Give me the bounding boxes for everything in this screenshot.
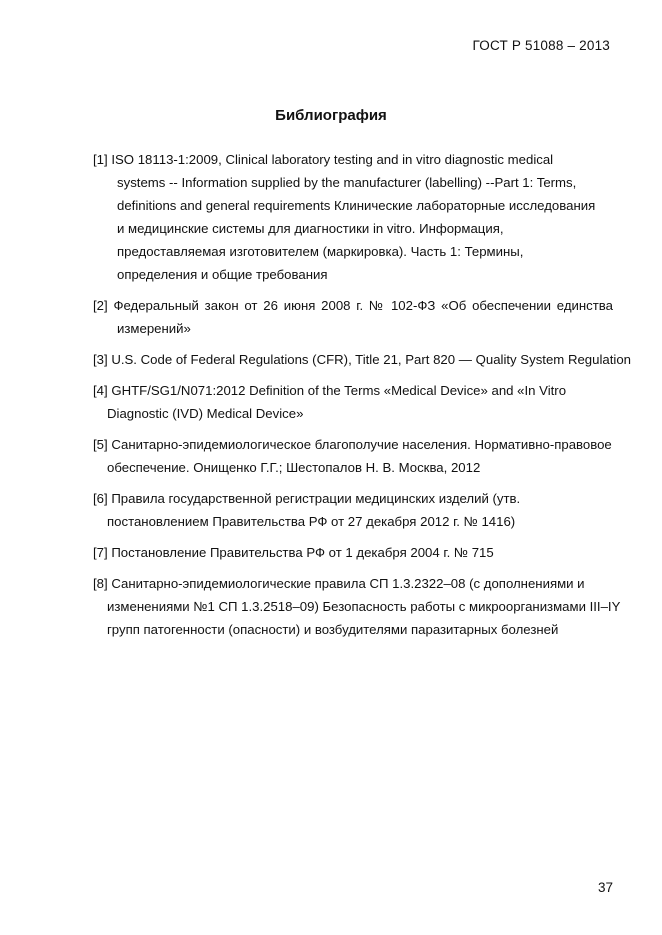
bibliography-entry-2 — [93, 294, 613, 340]
entry-line: изменениями №1 СП 1.3.2518–09) Безопасность работы с микроорганизмами III–IY — [107, 599, 621, 614]
bibliography-entry-5 — [93, 433, 613, 479]
entry-line: [3] U.S. Code of Federal Regulations (CFR), Title 21, Part 820 — Quality System Regulation — [93, 352, 631, 367]
entry-line: [1] ISO 18113-1:2009, Clinical laboratory testing and in vitro diagnostic medical — [93, 152, 554, 167]
bibliography-entry-6 — [93, 487, 613, 533]
entry-line: [4] GHTF/SG1/N071:2012 Definition of the Terms «Medical Device» and «In Vitro — [93, 383, 567, 398]
bibliography-entry-3 — [93, 348, 631, 371]
page-number: 37 — [597, 880, 613, 895]
entry-line: [7] Постановление Правительства РФ от 1 декабря 2004 г. № 715 — [93, 545, 494, 560]
standard-code: ГОСТ Р 51088 – 2013 — [472, 38, 610, 53]
entry-line: и медицинские системы для диагностики in vitro. Информация, — [117, 221, 504, 236]
entry-line: [6] Правила государственной регистрации медицинских изделий (утв. — [93, 491, 521, 506]
entry-line: [2] Федеральный закон от 26 июня 2008 г. № 102-ФЗ «Об обеспечении единства — [93, 298, 613, 313]
entry-line: [8] Санитарно-эпидемиологические правила СП 1.3.2322–08 (с дополнениями и — [93, 576, 585, 591]
bibliography-entry-4 — [93, 379, 613, 425]
bibliography-entry-7 — [93, 541, 613, 564]
entry-line: definitions and general requirements Клинические лабораторные исследования — [117, 198, 596, 213]
entry-line: systems -- Information supplied by the manufacturer (labelling) --Part 1: Terms, — [117, 175, 577, 190]
entry-line: предоставляемая изготовителем (маркировка). Часть 1: Термины, — [117, 244, 524, 259]
entry-line: групп патогенности (опасности) и возбудителями паразитарных болезней — [107, 622, 559, 637]
entry-line: Diagnostic (IVD) Medical Device» — [107, 406, 304, 421]
page-title: Библиография — [275, 107, 387, 124]
bibliography-entry-8 — [93, 572, 621, 641]
entry-line: определения и общие требования — [117, 267, 328, 282]
bibliography-entry-1 — [93, 148, 613, 286]
entry-line: измерений» — [117, 321, 191, 336]
entry-line: [5] Санитарно-эпидемиологическое благополучие населения. Нормативно-правовое — [93, 437, 612, 452]
entry-line: обеспечение. Онищенко Г.Г.; Шестопалов Н. В. Москва, 2012 — [107, 460, 481, 475]
bibliography-list — [93, 148, 631, 649]
entry-line: постановлением Правительства РФ от 27 декабря 2012 г. № 1416) — [107, 514, 516, 529]
